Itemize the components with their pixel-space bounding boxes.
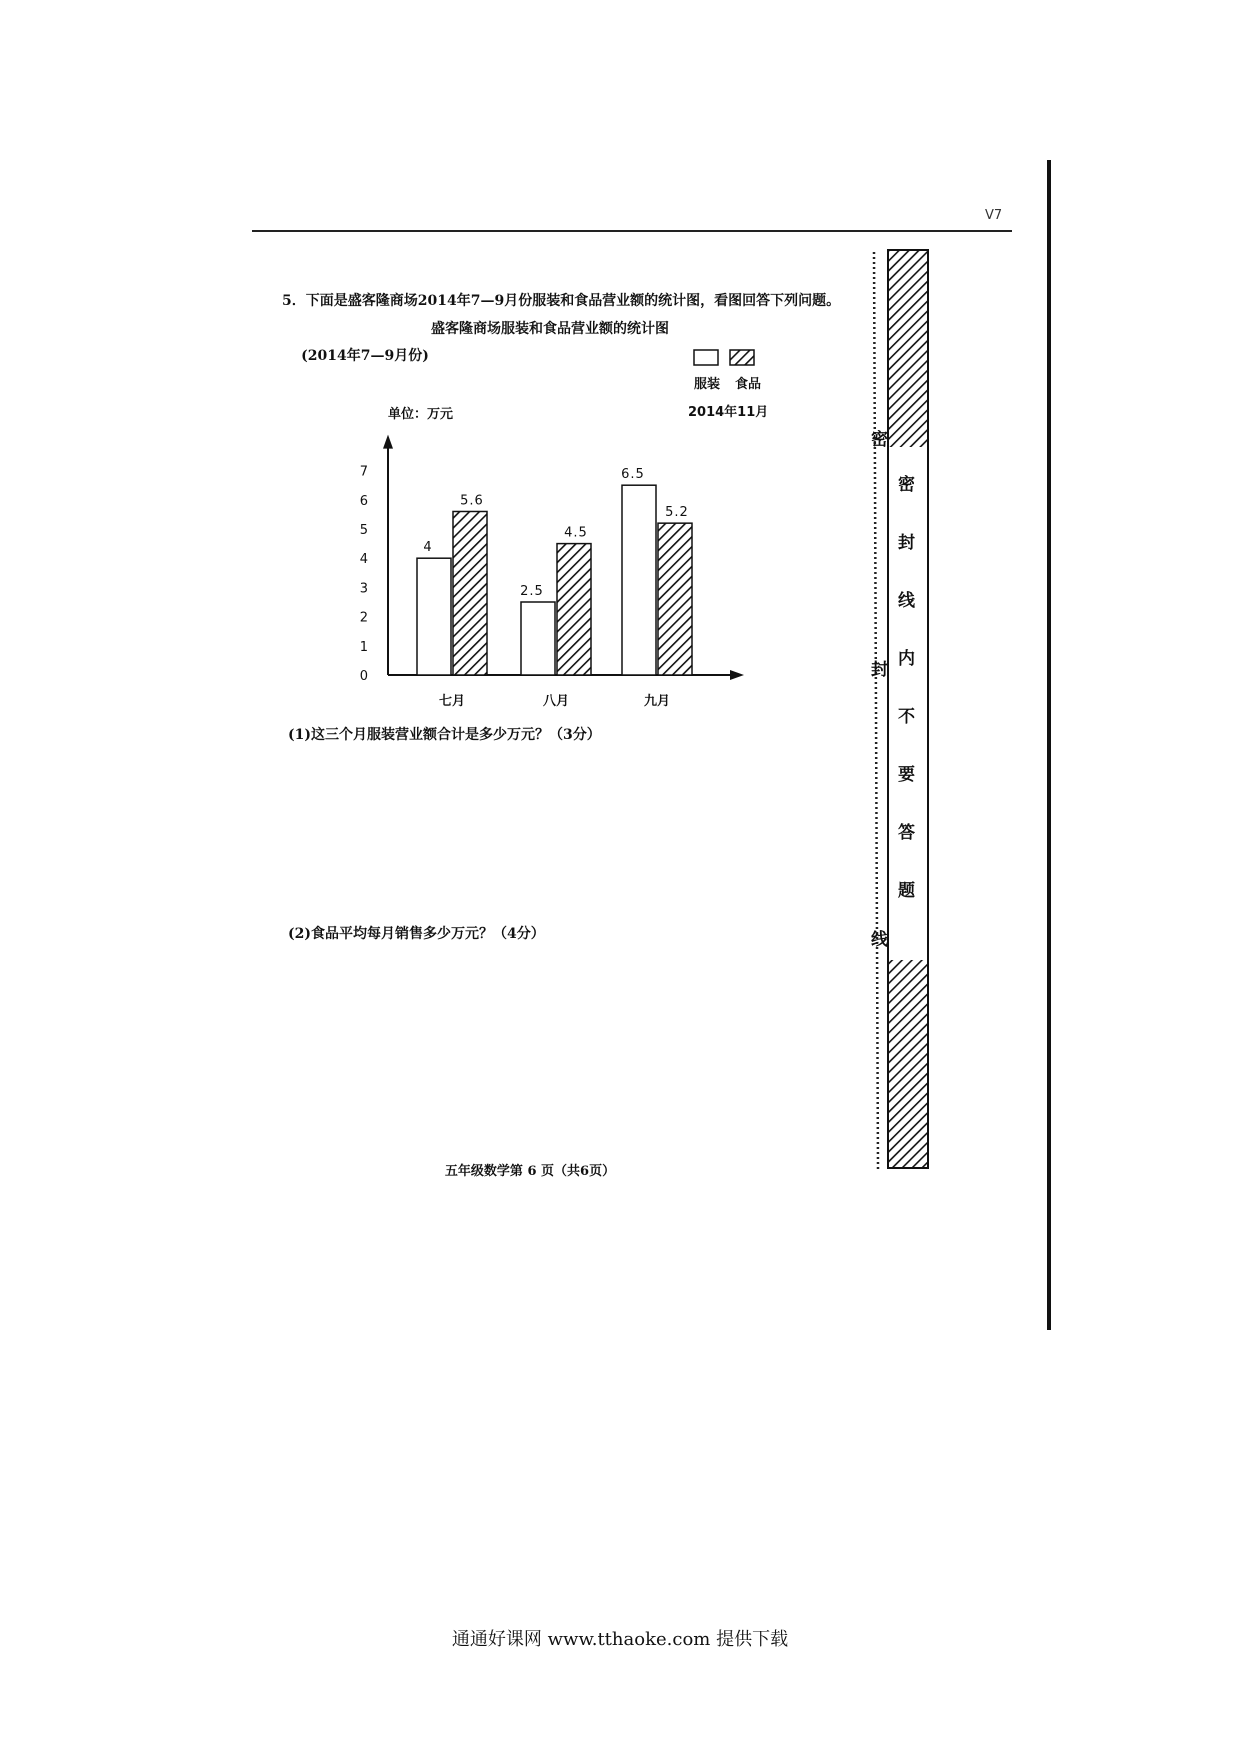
date-note: 2014年11月 xyxy=(688,405,769,420)
y-tick-label: 0 xyxy=(359,669,368,684)
y-tick-label: 1 xyxy=(359,639,368,655)
y-tick-label: 3 xyxy=(359,581,368,597)
seal-outer-char-3: 线 xyxy=(867,930,887,947)
sub-question-1: (1)这三个月服装营业额合计是多少万元？（3分） xyxy=(288,727,601,743)
y-tick-label: 7 xyxy=(359,464,368,480)
unit-label: 单位：万元 xyxy=(388,407,454,422)
data-label: 4 xyxy=(423,540,433,556)
seal-inner-char: 题 xyxy=(898,881,915,901)
data-label: 2.5 xyxy=(520,584,544,599)
y-tick-label: 2 xyxy=(359,610,368,626)
y-tick-label: 5 xyxy=(359,523,368,538)
y-tick-label: 4 xyxy=(359,552,368,568)
x-tick-label: 八月 xyxy=(542,694,570,709)
data-label: 5.2 xyxy=(665,505,689,521)
data-label: 6.5 xyxy=(621,467,645,483)
sub-question-2: (2)食品平均每月销售多少万元？（4分） xyxy=(288,926,545,942)
x-tick-label: 九月 xyxy=(643,694,671,709)
y-tick-label: 6 xyxy=(359,493,368,509)
seal-inner-char: 要 xyxy=(898,765,915,785)
data-label: 5.6 xyxy=(460,493,484,509)
corner-mark: V7 xyxy=(985,208,1003,223)
seal-inner-char: 不 xyxy=(898,707,915,727)
question-prompt: 5．下面是盛客隆商场2014年7—9月份服装和食品营业额的统计图，看图回答下列问题。 xyxy=(282,293,841,309)
chart-subtitle: (2014年7—9月份) xyxy=(301,348,429,364)
seal-outer-char-1: 密 xyxy=(867,430,887,447)
page-footer: 五年级数学第 6 页（共6页） xyxy=(444,1164,616,1179)
seal-inner-char: 封 xyxy=(898,533,915,553)
legend-label-clothing: 服装 xyxy=(694,377,721,392)
seal-inner-char: 内 xyxy=(898,649,915,669)
download-credit: 通通好课网 www.tthaoke.com 提供下载 xyxy=(451,1629,789,1650)
data-label: 4.5 xyxy=(564,525,588,541)
legend-label-food: 食品 xyxy=(735,377,762,392)
chart-title: 盛客隆商场服装和食品营业额的统计图 xyxy=(431,321,669,337)
seal-inner-char: 密 xyxy=(898,475,915,495)
seal-inner-char: 答 xyxy=(898,823,915,843)
x-tick-label: 七月 xyxy=(438,694,466,709)
seal-outer-char-2: 封 xyxy=(867,660,887,677)
seal-inner-char: 线 xyxy=(898,591,915,611)
